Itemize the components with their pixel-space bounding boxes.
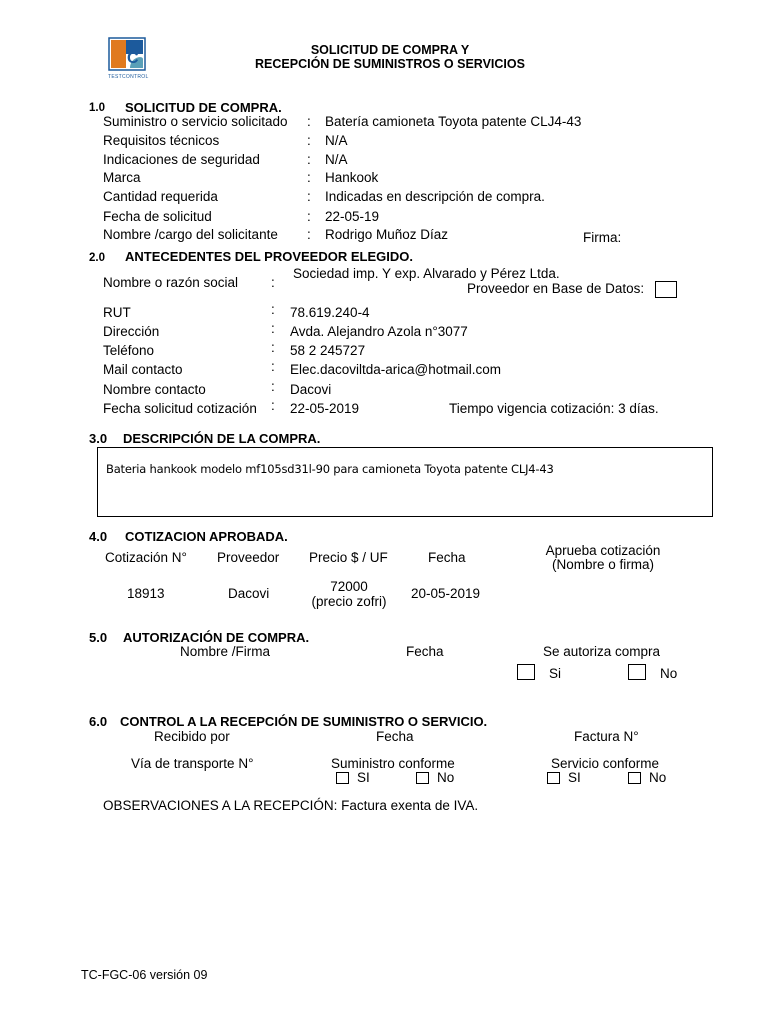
cell-cotizacion[interactable]: 18913 bbox=[127, 586, 165, 601]
servicio-no-checkbox[interactable] bbox=[628, 772, 641, 784]
field-label: Fecha solicitud cotización bbox=[103, 401, 257, 416]
col-header-aprueba-2: (Nombre o firma) bbox=[551, 557, 654, 572]
field-colon: : bbox=[271, 359, 275, 374]
field-colon: : bbox=[271, 398, 275, 413]
description-box[interactable] bbox=[97, 447, 713, 517]
col-header-precio: Precio $ / UF bbox=[309, 550, 388, 565]
field-label: Marca bbox=[103, 170, 141, 185]
field-label: Dirección bbox=[103, 324, 160, 339]
firma-label: Firma: bbox=[583, 230, 622, 245]
logo-text: TESTCONTROL bbox=[108, 74, 149, 80]
cell-proveedor[interactable]: Dacovi bbox=[228, 586, 270, 601]
field-label: Cantidad requerida bbox=[103, 189, 218, 204]
section6-number: 6.0 bbox=[89, 714, 108, 729]
field-value-fecha-solicitud[interactable]: 22-05-19 bbox=[325, 209, 380, 224]
label-fecha-recepcion: Fecha bbox=[376, 729, 414, 744]
label-suministro-conforme: Suministro conforme bbox=[331, 756, 455, 771]
label-servicio-conforme: Servicio conforme bbox=[551, 756, 660, 771]
label-fecha: Fecha bbox=[406, 644, 444, 659]
label-recibido-por: Recibido por bbox=[154, 729, 230, 744]
autoriza-si-label: Si bbox=[549, 666, 562, 681]
field-value-requisitos[interactable]: N/A bbox=[325, 133, 348, 148]
col-header-proveedor: Proveedor bbox=[217, 550, 280, 565]
field-value-solicitante[interactable]: Rodrigo Muñoz Díaz bbox=[325, 227, 449, 242]
cell-precio-1[interactable]: 72000 bbox=[330, 579, 368, 594]
label-via-transporte: Vía de transporte N° bbox=[131, 756, 254, 771]
field-colon: : bbox=[307, 133, 311, 148]
field-value-marca[interactable]: Hankook bbox=[325, 170, 379, 185]
label-se-autoriza: Se autoriza compra bbox=[543, 644, 661, 659]
field-label: Indicaciones de seguridad bbox=[103, 152, 260, 167]
observaciones-text: OBSERVACIONES A LA RECEPCIÓN: Factura exenta de IVA. bbox=[103, 798, 479, 813]
field-colon: : bbox=[271, 275, 275, 290]
field-value-fecha-cotizacion[interactable]: 22-05-2019 bbox=[290, 401, 360, 416]
field-value-contacto[interactable]: Dacovi bbox=[290, 382, 332, 397]
field-value-telefono[interactable]: 58 2 245727 bbox=[290, 343, 366, 358]
base-datos-label: Proveedor en Base de Datos: bbox=[467, 281, 645, 296]
cell-precio-2[interactable]: (precio zofri) bbox=[311, 594, 387, 609]
col-header-aprueba-1: Aprueba cotización bbox=[545, 543, 661, 558]
field-label: Suministro o servicio solicitado bbox=[103, 114, 288, 129]
section4-number: 4.0 bbox=[89, 529, 108, 544]
field-label: RUT bbox=[103, 305, 131, 320]
autoriza-si-checkbox[interactable] bbox=[517, 664, 535, 680]
svg-text:C: C bbox=[127, 50, 139, 67]
field-colon: : bbox=[307, 209, 311, 224]
col-header-cotizacion: Cotización N° bbox=[105, 550, 187, 565]
section2-number: 2.0 bbox=[89, 252, 105, 264]
autoriza-no-label: No bbox=[660, 666, 678, 681]
label-nombre-firma: Nombre /Firma bbox=[180, 644, 271, 659]
field-value-mail[interactable]: Elec.dacoviltda-arica@hotmail.com bbox=[290, 362, 502, 377]
field-value-cantidad[interactable]: Indicadas en descripción de compra. bbox=[325, 189, 545, 204]
field-label: Mail contacto bbox=[103, 362, 183, 377]
cell-fecha[interactable]: 20-05-2019 bbox=[411, 586, 481, 601]
suministro-si-label: SI bbox=[357, 770, 370, 785]
label-factura: Factura N° bbox=[574, 729, 639, 744]
field-colon: : bbox=[307, 189, 311, 204]
field-colon: : bbox=[307, 170, 311, 185]
field-label: Nombre o razón social bbox=[103, 275, 239, 290]
field-value-rut[interactable]: 78.619.240-4 bbox=[290, 305, 370, 320]
suministro-no-checkbox[interactable] bbox=[416, 772, 429, 784]
field-colon: : bbox=[271, 302, 275, 317]
section5-title: AUTORIZACIÓN DE COMPRA. bbox=[123, 630, 310, 645]
col-header-fecha: Fecha bbox=[428, 550, 466, 565]
description-text: Bateria hankook modelo mf105sd31l-90 para camioneta Toyota patente CLJ4-43 bbox=[106, 462, 554, 476]
page-title-line1: SOLICITUD DE COMPRA Y bbox=[310, 43, 470, 57]
suministro-no-label: No bbox=[437, 770, 455, 785]
field-value-razon-social[interactable]: Sociedad imp. Y exp. Alvarado y Pérez Ltda. bbox=[293, 266, 560, 281]
servicio-no-label: No bbox=[649, 770, 667, 785]
section2-title: ANTECEDENTES DEL PROVEEDOR ELEGIDO. bbox=[125, 249, 413, 264]
autoriza-no-checkbox[interactable] bbox=[628, 664, 646, 680]
section5-number: 5.0 bbox=[89, 630, 108, 645]
section4-title: COTIZACION APROBADA. bbox=[125, 529, 288, 544]
field-value-direccion[interactable]: Avda. Alejandro Azola n°3077 bbox=[290, 324, 468, 339]
field-colon: : bbox=[307, 152, 311, 167]
field-value-seguridad[interactable]: N/A bbox=[325, 152, 348, 167]
footer-version: TC-FGC-06 versión 09 bbox=[81, 968, 208, 982]
suministro-si-checkbox[interactable] bbox=[336, 772, 349, 784]
field-colon: : bbox=[271, 379, 275, 394]
page-title-line2: RECEPCIÓN DE SUMINISTROS O SERVICIOS bbox=[255, 57, 525, 71]
field-label: Requisitos técnicos bbox=[103, 133, 220, 148]
section1-number: 1.0 bbox=[89, 102, 105, 114]
vigencia-text: Tiempo vigencia cotización: 3 días. bbox=[449, 401, 659, 416]
field-label: Nombre /cargo del solicitante bbox=[103, 227, 278, 242]
base-datos-checkbox[interactable] bbox=[655, 281, 677, 298]
section1-title: SOLICITUD DE COMPRA. bbox=[125, 100, 282, 115]
field-colon: : bbox=[271, 321, 275, 336]
servicio-si-checkbox[interactable] bbox=[547, 772, 560, 784]
company-logo bbox=[108, 37, 149, 80]
field-value-suministro[interactable]: Batería camioneta Toyota patente CLJ4-43 bbox=[325, 114, 582, 129]
field-label: Teléfono bbox=[103, 343, 155, 358]
section3-number: 3.0 bbox=[89, 431, 108, 446]
servicio-si-label: SI bbox=[568, 770, 581, 785]
section3-title: DESCRIPCIÓN DE LA COMPRA. bbox=[123, 431, 321, 446]
field-label: Fecha de solicitud bbox=[103, 209, 212, 224]
field-colon: : bbox=[307, 227, 311, 242]
field-colon: : bbox=[307, 114, 311, 129]
field-colon: : bbox=[271, 340, 275, 355]
section6-title: CONTROL A LA RECEPCIÓN DE SUMINISTRO O SERVICIO. bbox=[120, 714, 488, 729]
field-label: Nombre contacto bbox=[103, 382, 206, 397]
